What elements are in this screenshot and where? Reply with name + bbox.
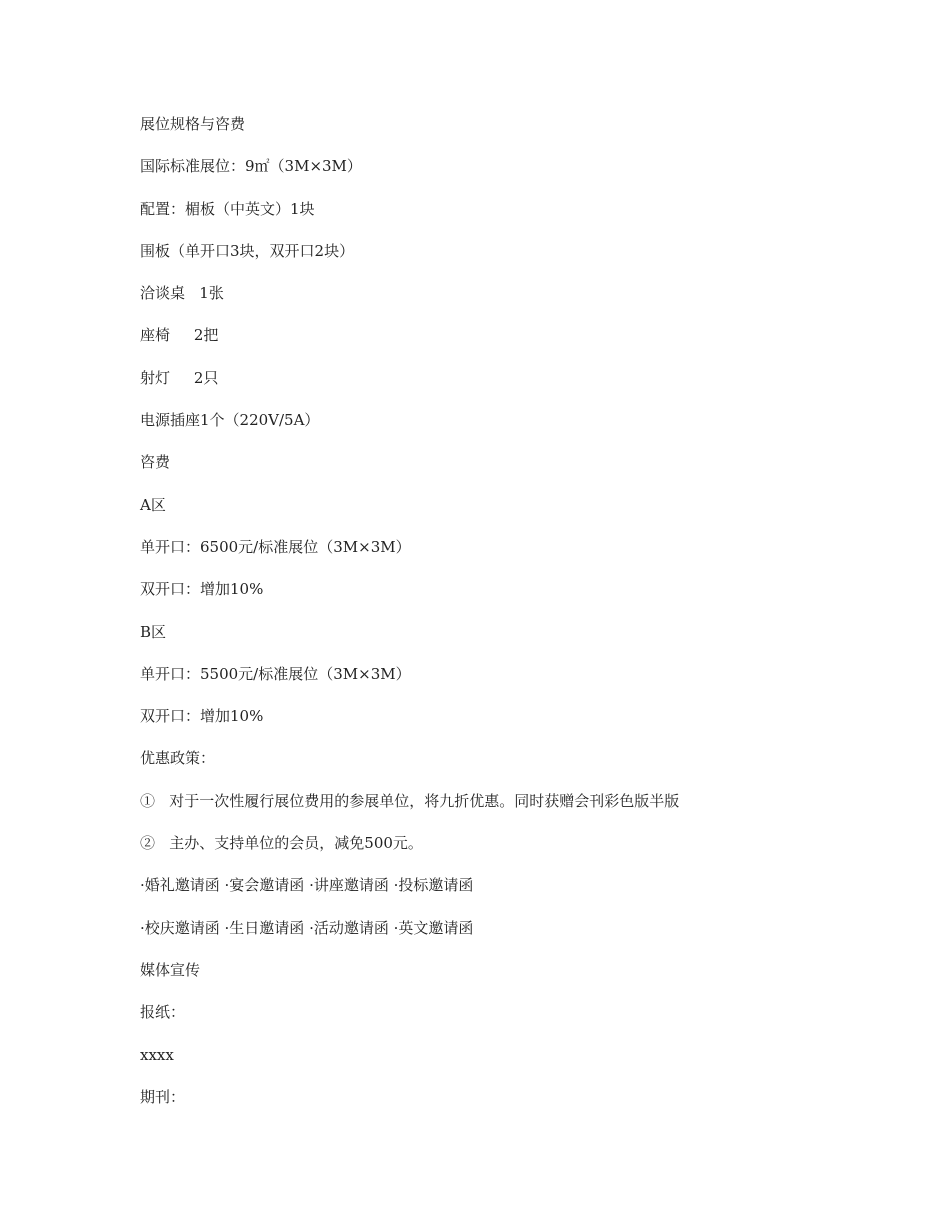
invitation-links-row-2: ·校庆邀请函 ·生日邀请函 ·活动邀请函 ·英文邀请函: [140, 918, 474, 937]
config-table-line: 洽谈桌 1张: [140, 284, 224, 303]
discount-item-1: ① 对于一次性履行展位费用的参展单位，将九折优惠。同时获赠会刊彩色版半版: [140, 791, 680, 810]
config-chairs-line: 座椅 2把: [140, 326, 219, 345]
media-newspapers-label: 报纸：: [140, 1003, 186, 1022]
media-newspapers-value: xxxx: [140, 1045, 174, 1064]
media-periodicals-label: 期刊：: [140, 1087, 186, 1106]
discount-item-2: ② 主办、支持单位的会员，减免500元。: [140, 834, 423, 853]
section-heading-discounts: 优惠政策：: [140, 749, 216, 768]
config-panels-line: 围板（单开口3块，双开口2块）: [140, 241, 355, 260]
invitation-links-row-1: ·婚礼邀请函 ·宴会邀请函 ·讲座邀请函 ·投标邀请函: [140, 876, 474, 895]
zone-a-heading: A区: [140, 495, 166, 514]
section-heading-fees: 咨费: [140, 453, 171, 472]
section-heading-media: 媒体宣传: [140, 960, 201, 979]
zone-b-double-opening-price: 双开口：增加10%: [140, 707, 264, 726]
zone-b-heading: B区: [140, 622, 167, 641]
config-spotlights-line: 射灯 2只: [140, 368, 219, 387]
section-heading-booth-specs: 展位规格与咨费: [140, 115, 246, 133]
config-power-socket-line: 电源插座1个（220V/5A）: [140, 411, 320, 430]
config-fascia-line: 配置：楣板（中英文）1块: [140, 199, 315, 218]
zone-b-single-opening-price: 单开口：5500元/标准展位（3M×3M）: [140, 664, 411, 683]
document-body: [140, 112, 840, 1127]
standard-booth-line: 国际标准展位：9㎡（3M×3M）: [140, 157, 362, 176]
zone-a-single-opening-price: 单开口：6500元/标准展位（3M×3M）: [140, 537, 411, 556]
zone-a-double-opening-price: 双开口：增加10%: [140, 580, 264, 599]
